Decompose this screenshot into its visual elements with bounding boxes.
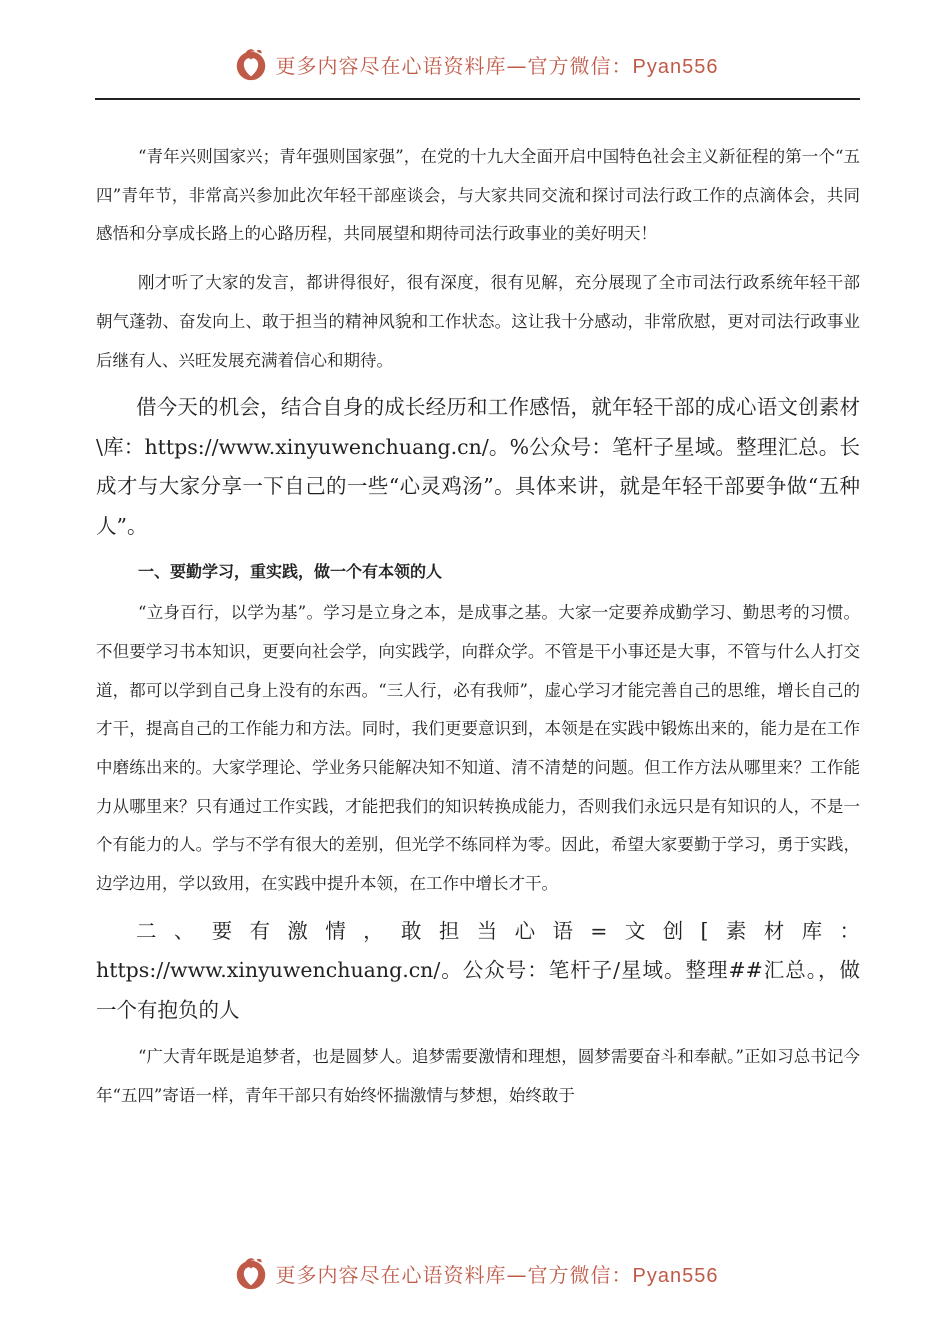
paragraph-1: “青年兴则国家兴；青年强则国家强”，在党的十九大全面开启中国特色社会主义新征程的第一个“五四”青年节，非常高兴参加此次年轻干部座谈会，与大家共同交流和探讨司法行政工作的点滴体会，共同感悟和分享成长路上的心路历程，共同展望和期待司法行政事业的美好明天！ (96, 147, 860, 244)
footer-banner-wechat: 官方微信：Pyan556 (527, 1264, 719, 1287)
header-banner-text (276, 50, 719, 79)
footer-banner (0, 1253, 950, 1293)
footer-banner-main: 更多内容尽在心语资料库 (275, 1262, 507, 1287)
paragraph-5: “广大青年既是追梦者，也是圆梦人。追梦需要激情和理想，圆梦需要奋斗和奉献。”正如习总书记今年“五四”寄语一样，青年干部只有始终怀揣激情与梦想，始终敢于 (96, 1047, 860, 1106)
paragraph-4: “立身百行，以学为基”。学习是立身之本，是成事之基。大家一定要养成勤学习、勤思考的习惯。不但要学习书本知识，更要向社会学，向实践学，向群众学。不管是干小事还是大事，不管与什么人打交道，都可以学到自己身上没有的东西。“三人行，必有我师”，虚心学习才能完善自己的思维，增长自己的才干，提高自己的工作能力和方法。同时，我们更要意识到，本领是在实践中锻炼出来的，能力是在工作中磨练出来的。大家学理论、学业务只能解决知不知道、清不清楚的问题。但工作方法从哪里来？工作能力从哪里来？只有通过工作实践，才能把我们的知识转换成能力，否则我们永远只是有知识的人，不是一个有能力的人。学与不学有很大的差别，但光学不练同样为零。因此，希望大家要勤于学习，勇于实践，边学边用，学以致用，在实践中提升本领，在工作中增长才干。 (96, 603, 860, 894)
header-banner-wechat: 官方微信：Pyan556 (527, 55, 719, 78)
section-heading-2: 二、要有激情，敢担当心语=文创[素材库：https://www.xinyuwenchuang.cn/。公众号：笔杆子/星域。整理##汇总。，做一个有抱负的人 (96, 918, 860, 1022)
paragraph-3: 借今天的机会，结合自身的成长经历和工作感悟，就年轻干部的成心语文创素材\库：https://www.xinyuwenchuang.cn/。%公众号：笔杆子星域。整理汇总。长成才与大家分享一下自己的一些“心灵鸡汤”。具体来讲，就是年轻干部要争做“五种人”。 (96, 395, 860, 538)
paragraph-2: 刚才听了大家的发言，都讲得很好，很有深度，很有见解，充分展现了全市司法行政系统年轻干部朝气蓬勃、奋发向上、敢于担当的精神风貌和工作状态。这让我十分感动，非常欣慰，更对司法行政事业后继有人、兴旺发展充满着信心和期待。 (96, 273, 860, 370)
header-banner (0, 44, 950, 84)
header-banner-main: 更多内容尽在心语资料库 (275, 53, 507, 78)
flame-heart-icon (232, 45, 270, 83)
flame-heart-icon (232, 1254, 270, 1292)
footer-banner-sep: — (506, 1262, 528, 1287)
header-banner-sep: — (506, 53, 528, 78)
header-rule (95, 98, 860, 100)
document-body (96, 138, 860, 1116)
section-heading-1: 一、要勤学习，重实践，做一个有本领的人 (138, 562, 443, 582)
footer-banner-text (276, 1259, 719, 1288)
